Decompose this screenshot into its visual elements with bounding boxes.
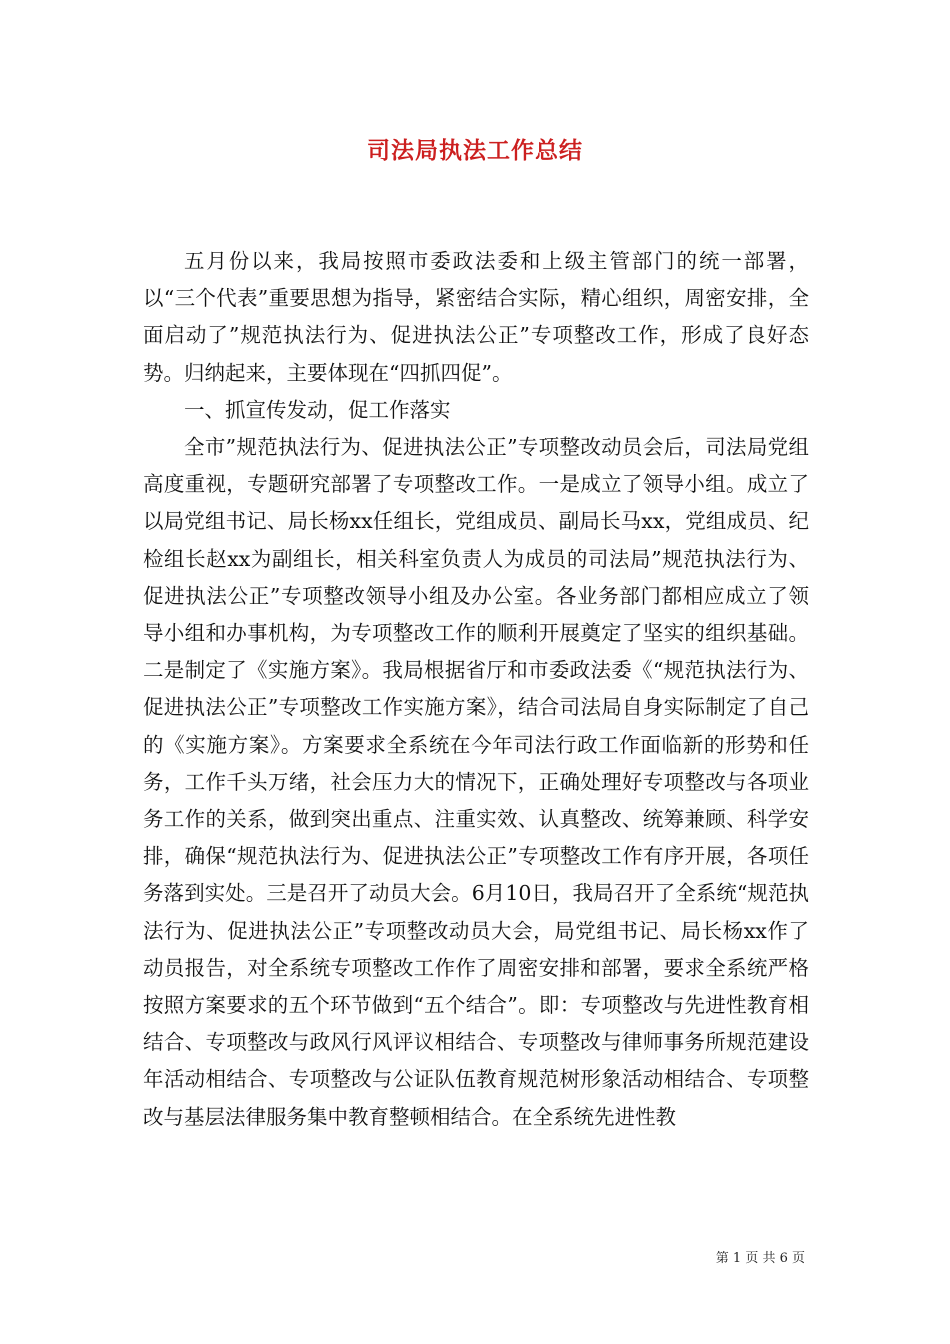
paragraph-section-1: 全市”规范执法行为、促进执法公正”专项整改动员会后，司法局党组高度重视，专题研究部署了专项整改工作。一是成立了领导小组。成立了以局党组书记、局长杨xx任组长，党组成员、副局长马xx，党组成员、纪检组长赵xx为副组长，相关科室负责人为成员的司法局”规范执法行为、促进执法公正”专项整改领导小组及办公室。各业务部门都相应成立了领导小组和办事机构，为专项整改工作的顺利开展奠定了坚实的组织基础。二是制定了《实施方案》。我局根据省厅和市委政法委《“规范执法行为、促进执法公正”专项整改工作实施方案》，结合司法局自身实际制定了自己的《实施方案》。方案要求全系统在今年司法行政工作面临新的形势和任务，工作千头万绪，社会压力大的情况下，正确处理好专项整改与各项业务工作的关系，做到突出重点、注重实效、认真整改、统筹兼顾、科学安排，确保“规范执法行为、促进执法公正”专项整改工作有序开展，各项任务落到实处。三是召开了动员大会。6月10日，我局召开了全系统“规范执法行为、促进执法公正”专项整改动员大会，局党组书记、局长杨xx作了动员报告，对全系统专项整改工作作了周密安排和部署，要求全系统严格按照方案要求的五个环节做到“五个结合”。即：专项整改与先进性教育相结合、专项整改与政风行风评议相结合、专项整改与律师事务所规范建设年活动相结合、专项整改与公证队伍教育规范树形象活动相结合、专项整改与基层法律服务集中教育整顿相结合。在全系统先进性教	[143, 435, 809, 1129]
document-body	[143, 243, 809, 1136]
section-heading-1: 一、抓宣传发动，促工作落实	[184, 397, 451, 422]
paragraph-intro: 五月份以来，我局按照市委政法委和上级主管部门的统一部署，以“三个代表”重要思想为指导，紧密结合实际，精心组织，周密安排，全面启动了”规范执法行为、促进执法公正”专项整改工作，形成了良好态势。归纳起来，主要体现在“四抓四促”。	[143, 249, 809, 385]
page-number-footer: 第 1 页 共 6 页	[715, 1251, 805, 1266]
document-title: 司法局执法工作总结	[367, 137, 583, 164]
